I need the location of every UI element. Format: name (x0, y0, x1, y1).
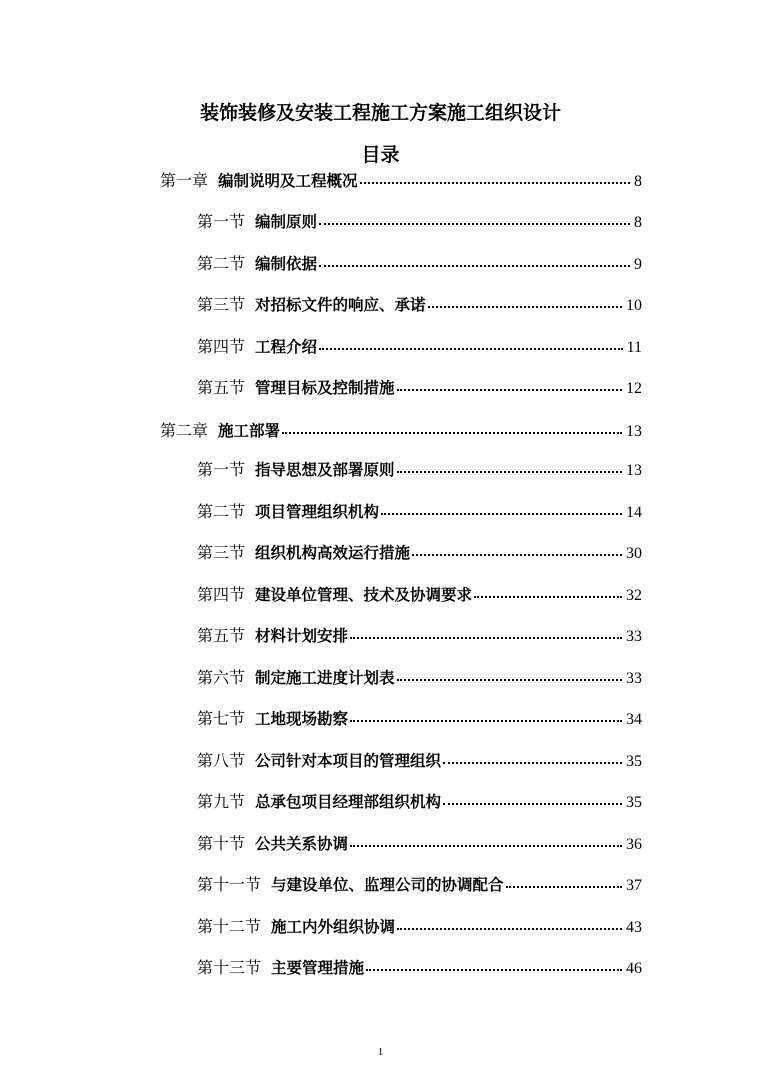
toc-entry-title: 工地现场勘察 (255, 710, 349, 728)
toc-entry-section[interactable] (197, 957, 642, 980)
toc-dot-leader (366, 968, 622, 971)
toc-dot-leader (412, 553, 622, 556)
toc-entry-page: 46 (626, 960, 642, 977)
toc-entry-chapter-1[interactable] (160, 170, 642, 193)
toc-entry-title: 施工部署 (218, 422, 281, 440)
toc-dot-leader (443, 761, 622, 764)
toc-entry-page: 35 (626, 753, 642, 770)
toc-dot-leader (282, 431, 622, 434)
toc-entry-number: 第二节 (197, 254, 246, 273)
toc-entry-section[interactable] (197, 377, 642, 400)
toc-entry-number: 第三节 (197, 295, 246, 314)
toc-entry-number: 第二节 (197, 502, 246, 521)
page-number: 1 (377, 1046, 384, 1058)
toc-entry-title: 制定施工进度计划表 (255, 669, 395, 687)
toc-entry-section[interactable] (197, 708, 642, 731)
toc-entry-section[interactable] (197, 667, 642, 690)
toc-entry-section[interactable] (197, 625, 642, 648)
toc-entry-title: 公共关系协调 (255, 835, 349, 853)
toc-entry-title: 指导思想及部署原则 (255, 461, 395, 479)
toc-entry-section[interactable] (197, 459, 642, 482)
toc-entry-section[interactable] (197, 336, 642, 359)
toc-entry-title: 建设单位管理、技术及协调要求 (255, 586, 473, 604)
toc-entry-number: 第九节 (197, 792, 246, 811)
toc-entry-title: 主要管理措施 (271, 959, 365, 977)
toc-entry-number: 第十节 (197, 834, 246, 853)
toc-entry-section[interactable] (197, 542, 642, 565)
toc-entry-section[interactable] (197, 874, 642, 897)
toc-entry-title: 工程介绍 (255, 338, 318, 356)
toc-entry-section[interactable] (197, 294, 642, 317)
toc-entry-number: 第二章 (160, 421, 209, 440)
toc-entry-page: 35 (626, 794, 642, 811)
toc-entry-number: 第八节 (197, 751, 246, 770)
toc-entry-page: 11 (626, 339, 642, 356)
toc-dot-leader (319, 264, 630, 267)
toc-entry-number: 第四节 (197, 585, 246, 604)
toc-dot-leader (397, 927, 622, 930)
toc-dot-leader (381, 512, 622, 515)
toc-heading: 目录 (361, 144, 400, 166)
toc-entry-page: 13 (626, 462, 642, 479)
toc-dot-leader (506, 885, 622, 888)
document-title: 装饰装修及安装工程施工方案施工组织设计 (199, 102, 561, 124)
toc-entry-title: 编制原则 (255, 213, 318, 231)
toc-entry-page: 8 (634, 214, 642, 231)
toc-entry-number: 第四节 (197, 337, 246, 356)
toc-entry-number: 第七节 (197, 709, 246, 728)
toc-dot-leader (397, 678, 622, 681)
toc-entry-title: 施工内外组织协调 (271, 918, 396, 936)
toc-entry-title: 与建设单位、监理公司的协调配合 (271, 876, 504, 894)
toc-entry-page: 43 (626, 919, 642, 936)
toc-dot-leader (360, 181, 630, 184)
toc-entry-section[interactable] (197, 501, 642, 524)
toc-entry-page: 33 (626, 670, 642, 687)
toc-dot-leader (319, 347, 623, 350)
toc-entry-number: 第十一节 (197, 875, 262, 894)
toc-entry-title: 公司针对本项目的管理组织 (255, 752, 442, 770)
toc-entry-page: 12 (626, 380, 642, 397)
toc-entry-section[interactable] (197, 916, 642, 939)
toc-entry-title: 总承包项目经理部组织机构 (255, 793, 442, 811)
toc-entry-number: 第一章 (160, 171, 209, 190)
toc-entry-page: 13 (626, 423, 642, 440)
toc-entry-title: 项目管理组织机构 (255, 503, 380, 521)
toc-entry-page: 9 (634, 256, 642, 273)
toc-dot-leader (428, 305, 622, 308)
toc-entry-page: 32 (626, 587, 642, 604)
toc-entry-page: 10 (626, 297, 642, 314)
toc-dot-leader (350, 844, 622, 847)
toc-entry-number: 第一节 (197, 212, 246, 231)
toc-entry-page: 36 (626, 836, 642, 853)
toc-entry-title: 编制依据 (255, 255, 318, 273)
toc-dot-leader (350, 719, 622, 722)
toc-entry-number: 第一节 (197, 460, 246, 479)
toc-dot-leader (350, 636, 622, 639)
toc-dot-leader (443, 802, 622, 805)
toc-entry-page: 37 (626, 877, 642, 894)
toc-entry-title: 组织机构高效运行措施 (255, 544, 411, 562)
toc-entry-chapter-2[interactable] (160, 420, 642, 443)
toc-entry-page: 8 (634, 173, 642, 190)
toc-entry-title: 对招标文件的响应、承诺 (255, 296, 426, 314)
toc-entry-section[interactable] (197, 833, 642, 856)
toc-entry-page: 34 (626, 711, 642, 728)
toc-dot-leader (474, 595, 622, 598)
toc-entry-title: 材料计划安排 (255, 627, 349, 645)
toc-entry-page: 33 (626, 628, 642, 645)
toc-entry-page: 30 (626, 545, 642, 562)
toc-entry-section[interactable] (197, 584, 642, 607)
toc-dot-leader (319, 222, 630, 225)
toc-entry-title: 管理目标及控制措施 (255, 379, 395, 397)
toc-entry-number: 第三节 (197, 543, 246, 562)
toc-entry-title: 编制说明及工程概况 (218, 172, 358, 190)
toc-entry-section[interactable] (197, 211, 642, 234)
toc-dot-leader (397, 388, 622, 391)
toc-entry-number: 第五节 (197, 378, 246, 397)
toc-entry-page: 14 (626, 504, 642, 521)
toc-entry-number: 第五节 (197, 626, 246, 645)
toc-entry-number: 第十二节 (197, 917, 262, 936)
toc-entry-number: 第六节 (197, 668, 246, 687)
toc-dot-leader (397, 470, 622, 473)
toc-entry-section[interactable] (197, 750, 642, 773)
toc-entry-section[interactable] (197, 791, 642, 814)
toc-entry-section[interactable] (197, 253, 642, 276)
toc-entry-number: 第十三节 (197, 958, 262, 977)
